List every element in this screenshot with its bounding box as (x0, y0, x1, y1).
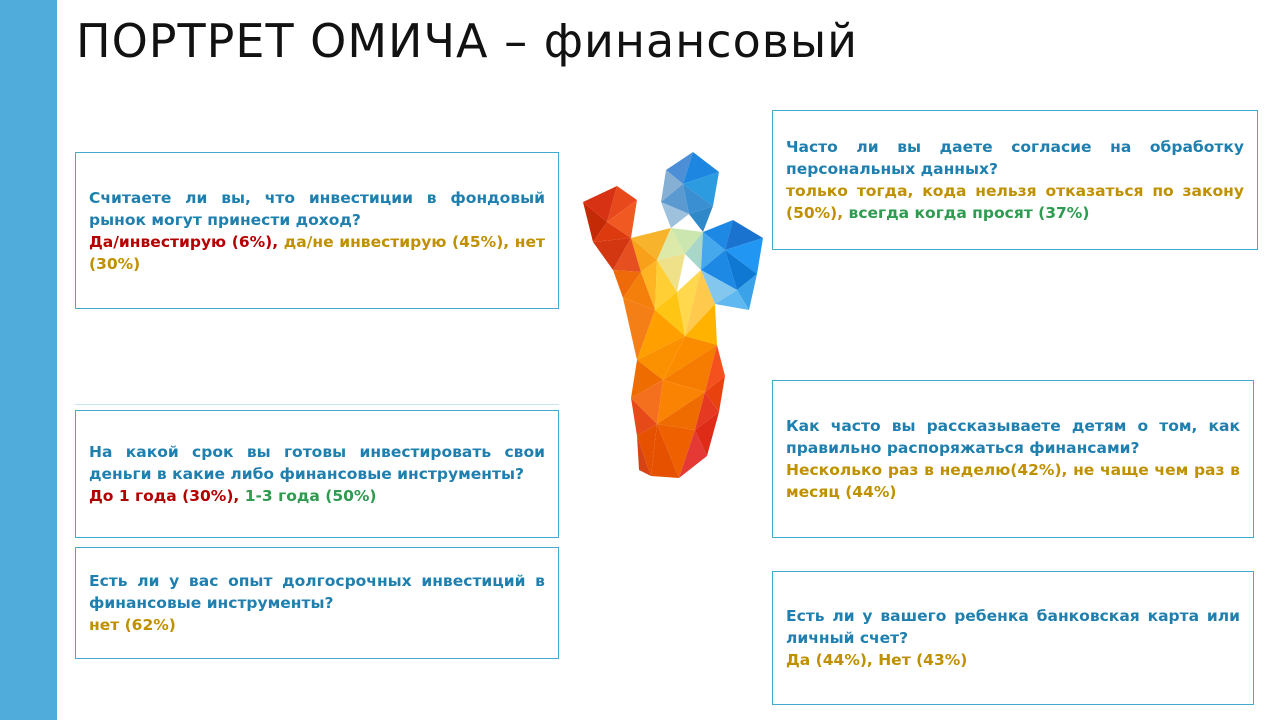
answer-text (786, 459, 1240, 503)
lowpoly-person-svg (567, 140, 767, 480)
question-text: Считаете ли вы, что инвестиции в фондовый рынок могут принести доход? (89, 188, 545, 229)
question-box-personal-data-consent (772, 110, 1258, 250)
answer-text (89, 485, 545, 507)
answer-text (786, 180, 1244, 224)
answer-text (89, 614, 545, 636)
answer-segment-red: До 1 года (30%), (89, 487, 240, 505)
lowpoly-person-figure (567, 140, 767, 480)
answer-segment-gold: Несколько раз в неделю(42%), не чаще чем раз в месяц (44%) (786, 461, 1240, 501)
question-box-longterm-experience (75, 547, 559, 659)
answer-text (89, 231, 545, 275)
slide-accent-stripe (0, 0, 57, 720)
question-text: Есть ли у вас опыт долгосрочных инвестиций в финансовые инструменты? (89, 572, 545, 612)
question-box-child-bank-card (772, 571, 1254, 705)
question-box-stock-investments (75, 152, 559, 309)
slide-title: ПОРТРЕТ ОМИЧА – финансовый (76, 14, 859, 68)
question-text: Часто ли вы даете согласие на обработку персональных данных? (786, 138, 1244, 178)
question-box-teaching-children-finance (772, 380, 1254, 538)
answer-segment-red: Да/инвестирую (6%), (89, 232, 279, 251)
answer-segment-gold: только тогда, кода нельзя отказаться по закону (50%), (786, 182, 1244, 222)
question-text: Есть ли у вашего ребенка банковская карта или личный счет? (786, 607, 1240, 647)
answer-segment-gold: нет (62%) (89, 616, 176, 634)
answer-segment-green: всегда когда просят (37%) (843, 204, 1090, 222)
answer-segment-gold: Да (44%), Нет (43%) (786, 651, 968, 669)
question-text: На какой срок вы готовы инвестировать свои деньги в какие либо финансовые инструменты? (89, 443, 545, 483)
question-box-investment-term (75, 410, 559, 538)
question-text: Как часто вы рассказываете детям о том, как правильно распоряжаться финансами? (786, 417, 1240, 457)
answer-segment-gold: да/не инвестирую (45%), нет (30%) (89, 232, 545, 273)
divider-line (75, 404, 559, 405)
answer-segment-green: 1-3 года (50%) (239, 487, 377, 505)
answer-text (786, 649, 1240, 671)
